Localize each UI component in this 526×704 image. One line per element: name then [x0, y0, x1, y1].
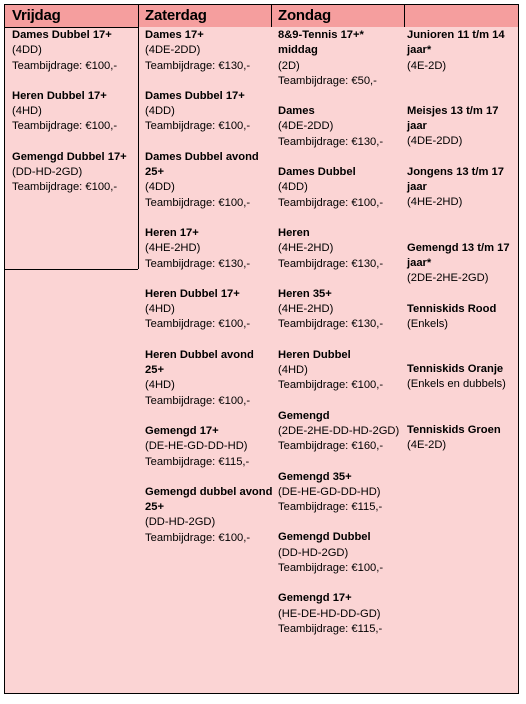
- team-entry: [278, 226, 402, 272]
- zaterdag-column: [145, 28, 273, 546]
- team-name: Heren Dubbel 17+: [145, 287, 240, 300]
- team-name: Gemengd 35+: [278, 470, 352, 483]
- team-fee: Teambijdrage: €115,-: [278, 501, 383, 514]
- team-fee: Teambijdrage: €100,-: [12, 181, 118, 194]
- team-entry: [407, 362, 515, 393]
- team-code: (4DE-2DD): [145, 44, 201, 57]
- team-fee: Teambijdrage: €50,-: [278, 74, 377, 87]
- team-name: Gemengd 13 t/m 17 jaar*: [407, 241, 510, 269]
- team-entry: [12, 89, 136, 135]
- team-code: (Enkels): [407, 317, 449, 330]
- team-fee: Teambijdrage: €100,-: [278, 562, 384, 575]
- team-code: (DD-HD-2GD): [12, 166, 83, 179]
- day-header-zondag: Zondag: [278, 7, 331, 24]
- team-entry: [145, 150, 273, 211]
- team-entry: [145, 485, 273, 546]
- team-fee: Teambijdrage: €100,-: [145, 531, 251, 544]
- table-header-row: [5, 5, 518, 27]
- column-divider: [271, 5, 272, 27]
- team-code: (DE-HE-GD-DD-HD): [145, 440, 248, 453]
- team-code: (4HE-2HD): [278, 303, 334, 316]
- team-entry: [278, 470, 402, 516]
- team-entry: [407, 104, 515, 150]
- team-fee: Teambijdrage: €100,-: [145, 318, 251, 331]
- team-entry: [145, 424, 273, 470]
- team-name: Gemengd 17+: [145, 424, 219, 437]
- team-entry: [407, 241, 515, 287]
- team-name: Dames Dubbel avond 25+: [145, 150, 259, 179]
- team-fee: Teambijdrage: €130,-: [145, 59, 251, 72]
- team-fee: Teambijdrage: €130,-: [145, 257, 251, 270]
- team-code: (4DD): [278, 181, 308, 194]
- team-entry: [407, 423, 515, 454]
- team-name: Junioren 11 t/m 14 jaar*: [407, 29, 505, 57]
- team-fee: Teambijdrage: €100,-: [12, 120, 118, 133]
- team-entry: [278, 409, 402, 455]
- vrijdag-column: [12, 28, 136, 196]
- team-name: Heren Dubbel avond 25+: [145, 348, 254, 377]
- team-fee: Teambijdrage: €100,-: [278, 379, 384, 392]
- team-fee: Teambijdrage: €100,-: [145, 120, 251, 133]
- team-entry: [12, 28, 136, 74]
- team-name: Dames 17+: [145, 29, 204, 41]
- team-code: (4E-2D): [407, 439, 447, 452]
- team-entry: [407, 28, 515, 74]
- day-header-zaterdag: Zaterdag: [145, 7, 207, 24]
- team-fee: Teambijdrage: €100,-: [12, 59, 118, 72]
- team-name: Heren: [278, 226, 310, 239]
- team-entry: [145, 28, 273, 74]
- section-divider: [5, 269, 138, 270]
- team-code: (DE-HE-GD-DD-HD): [278, 485, 381, 498]
- team-code: (4DE-2DD): [278, 120, 334, 133]
- team-code: (DD-HD-2GD): [278, 546, 349, 559]
- team-name: Gemengd Dubbel 17+: [12, 150, 127, 163]
- team-code: (4HE-2HD): [278, 242, 334, 255]
- team-name: Heren Dubbel 17+: [12, 89, 107, 102]
- zondag-column: [278, 28, 402, 637]
- team-fee: Teambijdrage: €100,-: [145, 196, 251, 209]
- team-code: (4HD): [278, 364, 308, 377]
- team-name: Heren 35+: [278, 287, 332, 300]
- team-entry: [12, 150, 136, 196]
- team-entry: [407, 165, 515, 211]
- team-name: Tenniskids Rood: [407, 302, 497, 315]
- team-code: (Enkels en dubbels): [407, 378, 506, 391]
- team-name: Gemengd Dubbel: [278, 531, 371, 544]
- column-divider: [138, 5, 139, 269]
- team-fee: Teambijdrage: €115,-: [145, 455, 250, 468]
- competition-table: [4, 4, 519, 694]
- team-name: Heren Dubbel: [278, 348, 351, 361]
- team-code: (4HE-2HD): [407, 196, 463, 209]
- team-name: Heren 17+: [145, 226, 199, 239]
- team-name: Dames Dubbel 17+: [145, 89, 245, 102]
- team-code: (4HE-2HD): [145, 242, 201, 255]
- team-name: Dames Dubbel: [278, 166, 356, 179]
- team-fee: Teambijdrage: €115,-: [278, 622, 383, 635]
- team-fee: Teambijdrage: €130,-: [278, 318, 384, 331]
- team-code: (4E-2D): [407, 59, 447, 72]
- team-name: Jongens 13 t/m 17 jaar: [407, 165, 504, 194]
- team-name: Dames Dubbel 17+: [12, 29, 112, 41]
- team-entry: [278, 165, 402, 211]
- team-entry: [145, 348, 273, 409]
- team-entry: [278, 591, 402, 637]
- team-name: Gemengd 17+: [278, 592, 352, 605]
- team-code: (4HD): [145, 303, 175, 316]
- day-header-vrijdag: Vrijdag: [12, 7, 61, 24]
- team-code: (2DE-2HE-2GD): [407, 272, 489, 285]
- youth-column: [407, 28, 515, 453]
- team-code: (4HD): [12, 105, 42, 118]
- team-entry: [278, 530, 402, 576]
- team-code: (2D): [278, 59, 300, 72]
- team-name: Gemengd dubbel avond 25+: [145, 485, 273, 514]
- team-name: 8&9-Tennis 17+* middag: [278, 29, 364, 57]
- team-entry: [145, 287, 273, 333]
- team-fee: Teambijdrage: €100,-: [278, 196, 384, 209]
- team-code: (4DD): [145, 105, 175, 118]
- team-code: (4HD): [145, 379, 175, 392]
- team-code: (DD-HD-2GD): [145, 516, 216, 529]
- team-entry: [278, 287, 402, 333]
- team-name: Gemengd: [278, 409, 330, 422]
- team-name: Tenniskids Oranje: [407, 363, 504, 376]
- column-divider: [404, 5, 405, 27]
- team-code: (4DE-2DD): [407, 135, 463, 148]
- team-entry: [278, 28, 402, 89]
- team-fee: Teambijdrage: €130,-: [278, 135, 384, 148]
- team-entry: [145, 89, 273, 135]
- team-name: Meisjes 13 t/m 17 jaar: [407, 104, 499, 133]
- team-name: Tenniskids Groen: [407, 423, 501, 436]
- team-entry: [145, 226, 273, 272]
- team-entry: [278, 348, 402, 394]
- team-entry: [278, 104, 402, 150]
- team-code: (HE-DE-HD-DD-GD): [278, 607, 381, 620]
- team-code: (2DE-2HE-DD-HD-2GD): [278, 424, 400, 437]
- team-name: Dames: [278, 105, 315, 118]
- team-code: (4DD): [12, 44, 42, 57]
- team-code: (4DD): [145, 181, 175, 194]
- team-fee: Teambijdrage: €160,-: [278, 440, 384, 453]
- team-entry: [407, 302, 515, 333]
- team-fee: Teambijdrage: €100,-: [145, 394, 251, 407]
- team-fee: Teambijdrage: €130,-: [278, 257, 384, 270]
